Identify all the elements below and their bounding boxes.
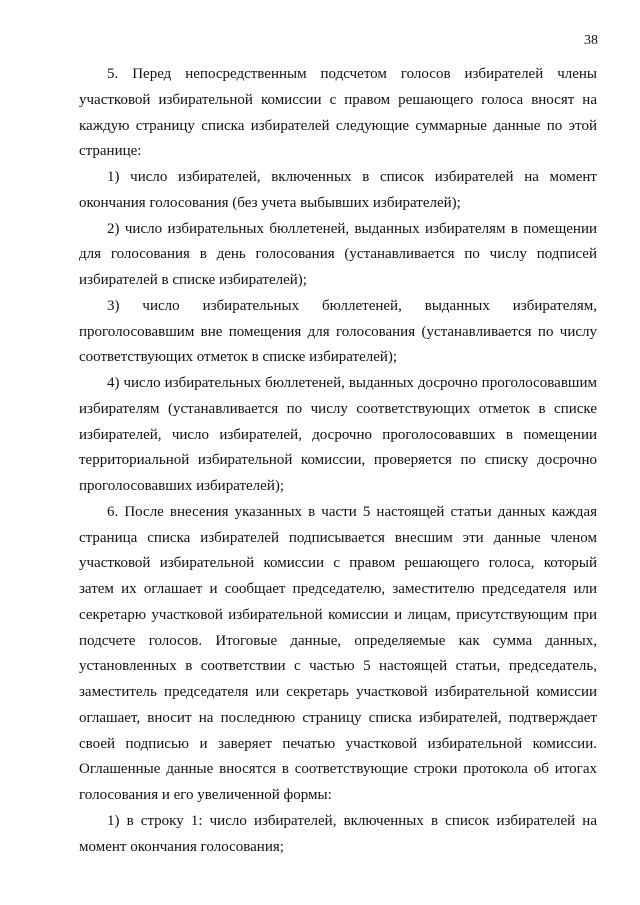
page-number: 38 [584, 33, 598, 48]
paragraph-6-item-1: 1) в строку 1: число избирателей, включенных в список избирателей на момент окончания голосования; [79, 812, 597, 855]
paragraph-5-item-4: 4) число избирательных бюллетеней, выданных досрочно проголосовавшим избирателям (устанавливается по числу соответствующих отметок в списке избирателей, число избирателей, досрочно проголосовавших в помещении территориальной избирательной комиссии, проверяется по списку досрочно проголосовавших избирателей); [79, 375, 597, 494]
paragraph-5-intro: 5. Перед непосредственным подсчетом голосов избирателей члены участковой избирательной комиссии с правом решающего голоса вносят на каждую страницу списка избирателей следующие суммарные данные по этой странице: [79, 66, 597, 160]
paragraph-5-item-3: 3) число избирательных бюллетеней, выданных избирателям, проголосовавшим вне помещения для голосования (устанавливается по числу соответствующих отметок в списке избирателей); [79, 297, 597, 366]
paragraph-5-item-1: 1) число избирателей, включенных в список избирателей на момент окончания голосования (без учета выбывших избирателей); [79, 169, 597, 211]
paragraph-5-item-2: 2) число избирательных бюллетеней, выданных избирателям в помещении для голосования в день голосования (устанавливается по числу подписей избирателей в списке избирателей); [79, 220, 597, 288]
paragraph-6-intro: 6. После внесения указанных в части 5 настоящей статьи данных каждая страница списка избирателей подписывается внесшим эти данные членом участковой избирательной комиссии с правом решающего голоса, который затем их оглашает и сообщает председателю, заместителю председателя или секретарю участковой избирательной комиссии и лицам, присутствующим при подсчете голосов. Итоговые данные, определяемые как сумма данных, установленных в соответствии с частью 5 настоящей статьи, председатель, заместитель председателя или секретарь участковой избирательной комиссии оглашает, вносит на последнюю страницу списка избирателей, подтверждает своей подписью и заверяет печатью участковой избирательной комиссии. Оглашенные данные вносятся в соответствующие строки протокола об итогах голосования и его увеличенной формы: [79, 503, 597, 803]
document-body [79, 62, 597, 860]
